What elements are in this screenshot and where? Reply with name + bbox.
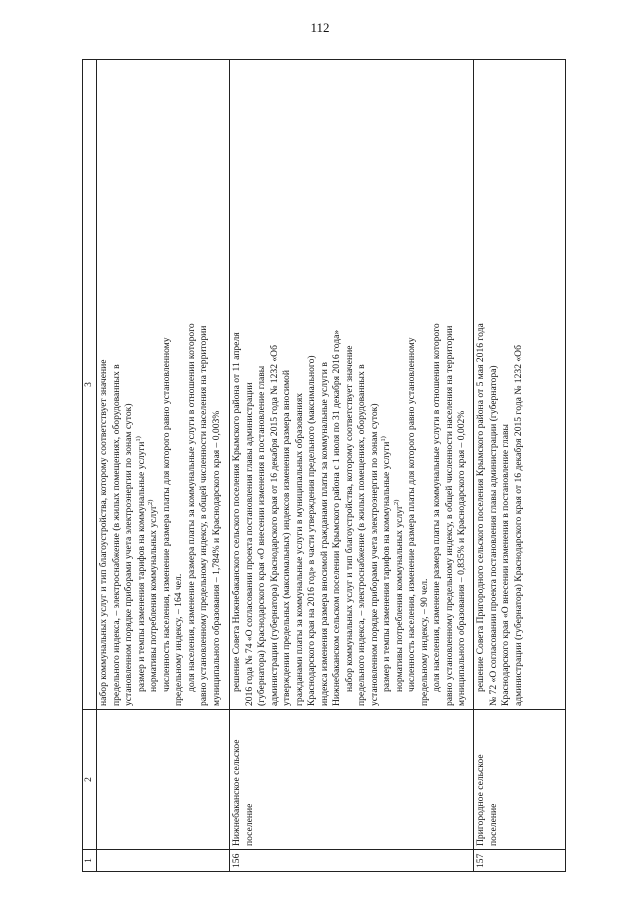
text-line: доля населения, изменение размера платы за коммунальные услуги в отношении которого bbox=[185, 323, 197, 692]
text-line: нормативы потребления коммунальных услуг$^{2)}$ bbox=[392, 499, 405, 692]
row-number: 157 bbox=[474, 850, 566, 872]
row-text bbox=[230, 60, 474, 710]
text-line: (губернатора) Краснодарского края «О внесении изменения в постановление главы bbox=[256, 365, 267, 706]
text-line: нормативы потребления коммунальных услуг$^{2)}$ bbox=[146, 499, 159, 692]
text-line: набор коммунальных услуг и тип благоустройства, которому соответствует значение bbox=[98, 359, 109, 706]
settlement-name: Пригородное сельское поселение bbox=[474, 710, 566, 850]
text-line: размер и темпы изменения тарифов на коммунальные услуги$^{1)}$ bbox=[134, 436, 147, 692]
settlements-table bbox=[82, 59, 566, 872]
text-line: Краснодарского края «О внесении изменения в постановление главы bbox=[500, 424, 511, 706]
table-row bbox=[97, 60, 230, 872]
table-row bbox=[474, 60, 566, 872]
text-line: установленном порядке приборами учета электроэнергии по зонам суток) bbox=[368, 403, 380, 706]
text-line: гражданами платы за коммунальные услуги в муниципальных образованиях bbox=[293, 392, 305, 706]
text-line: муниципального образования – 0,835% и Краснодарского края – 0,002% bbox=[456, 410, 467, 706]
settlement-name bbox=[97, 710, 230, 850]
row-number bbox=[97, 850, 230, 872]
header-col-1: 1 bbox=[83, 850, 97, 872]
row-text bbox=[97, 60, 230, 710]
text-line: предельного индекса, – электроснабжение (в жилых помещениях, оборудованных в bbox=[110, 364, 122, 706]
text-line: предельному индексу, – 164 чел. bbox=[173, 573, 184, 706]
header-col-3: 3 bbox=[83, 60, 97, 710]
text-line: индекса изменения размера вносимой гражданами платы за коммунальные услуги в bbox=[318, 362, 330, 706]
text-line: численность населения, изменение размера платы для которого равно установленному bbox=[406, 337, 417, 692]
text-line: утверждении предельных (максимальных) индексов изменения размера вносимой bbox=[281, 370, 292, 706]
text-line: численность населения, изменение размера платы для которого равно установленному bbox=[160, 337, 172, 692]
row-number: 156 bbox=[230, 850, 474, 872]
text-line: установленном порядке приборами учета электроэнергии по зонам суток) bbox=[123, 403, 134, 706]
text-line: администрации (губернатора) Краснодарского края от 16 декабря 2015 года № 1232 «Об bbox=[268, 345, 280, 706]
text-line: набор коммунальных услуг и тип благоустройства, которому соответствует значение bbox=[343, 345, 355, 692]
header-col-2: 2 bbox=[83, 710, 97, 850]
text-line: 2016 года № 74 «О согласовании проекта постановления главы администрации bbox=[243, 382, 255, 706]
header-row bbox=[83, 60, 97, 872]
settlement-name: Нижнебаканское сельское поселение bbox=[230, 710, 474, 850]
text-line: предельного индекса, – электроснабжение (в жилых помещениях, оборудованных в bbox=[356, 364, 367, 706]
text-line: Нижнебаканском сельском поселении Крымского района с 1 июля по 31 декабря 2016 года» bbox=[331, 329, 342, 706]
text-line: размер и темпы изменения тарифов на коммунальные услуги$^{1)}$ bbox=[379, 436, 392, 692]
text-line: решение Совета Нижнебаканского сельского поселения Крымского района от 11 апреля bbox=[231, 332, 242, 692]
text-line: муниципального образования – 1,784% и Краснодарского края – 0,003% bbox=[210, 410, 222, 706]
text-line: № 72 «О согласовании проекта постановления главы администрации (губернатора) bbox=[487, 365, 499, 706]
text-line: предельному индексу, – 90 чел. bbox=[418, 578, 430, 706]
row-text bbox=[474, 60, 566, 710]
rotated-table-container bbox=[82, 60, 566, 872]
text-line: решение Совета Пригородного сельского поселения Крымского района от 5 мая 2016 года bbox=[475, 323, 486, 692]
text-line: Краснодарского края на 2016 год» в части утверждения предельного (максимального) bbox=[306, 355, 317, 706]
text-line: равно установленному предельному индексу, в общей численности населения на территории bbox=[443, 325, 455, 706]
text-line: равно установленному предельному индексу, в общей численности населения на территории bbox=[198, 325, 209, 706]
text-line: доля населения, изменение размера платы за коммунальные услуги в отношении которого bbox=[431, 323, 442, 692]
page-number: 112 bbox=[310, 20, 330, 35]
text-line: администрации (губернатора) Краснодарского края от 16 декабря 2015 года № 1232 «Об bbox=[512, 345, 524, 706]
table-row bbox=[230, 60, 474, 872]
